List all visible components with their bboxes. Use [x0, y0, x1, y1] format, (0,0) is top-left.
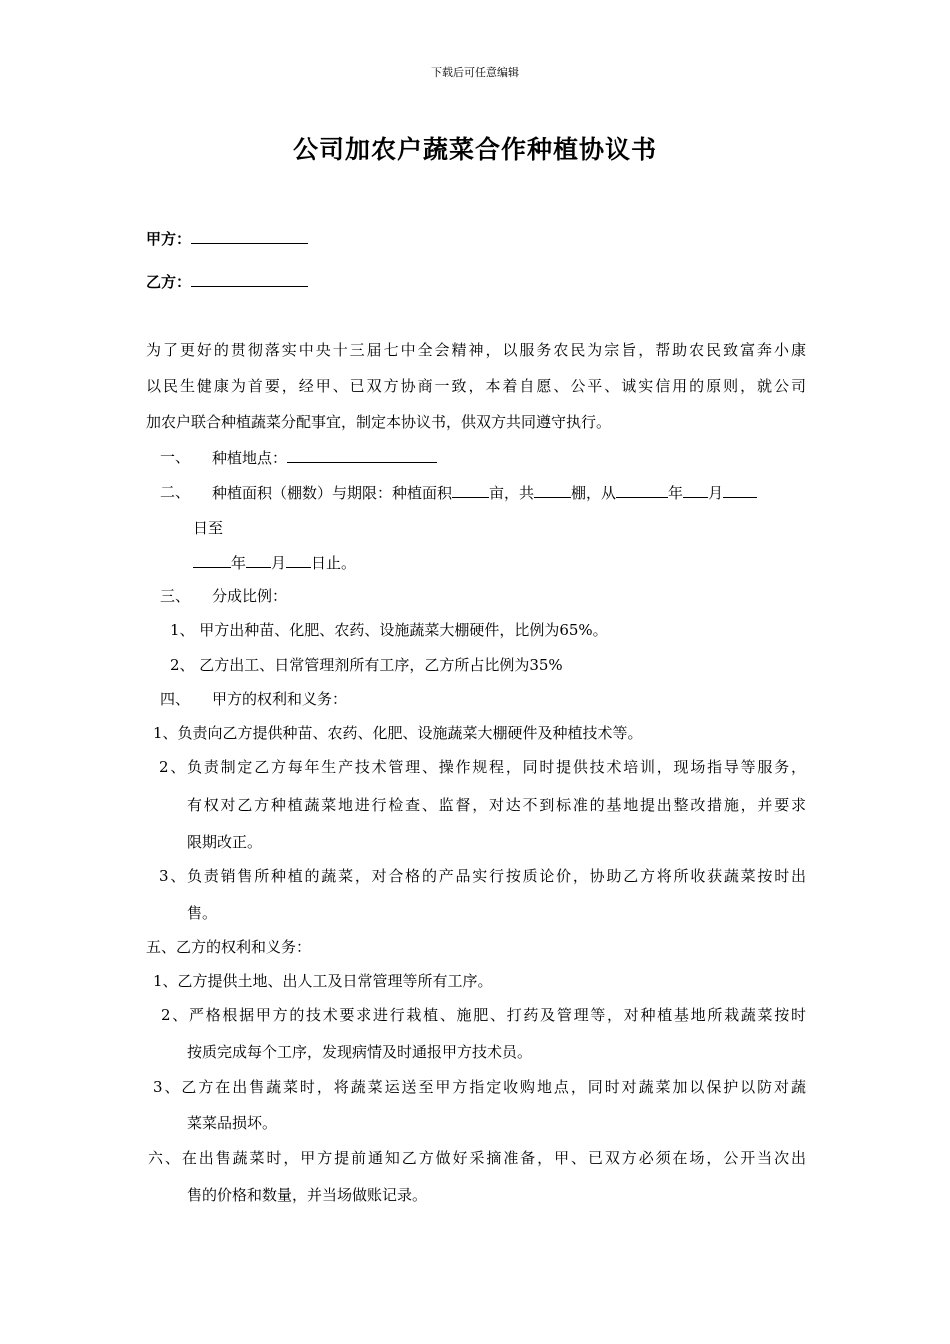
page-title: 公司加农户蔬菜合作种植协议书	[292, 135, 657, 164]
end-year-label: 年	[231, 554, 247, 572]
section4-number: 四、	[160, 690, 191, 708]
section5-item-1: 1、乙方提供土地、出人工及日常管理等所有工序。	[153, 972, 493, 990]
section4-item-3-line-2: 售。	[187, 904, 218, 922]
location-blank	[287, 447, 437, 463]
section5-item-3-line-1: 3、乙方在出售蔬菜时，将蔬菜运送至甲方指定收购地点，同时对蔬菜加以保护以防对蔬	[153, 1078, 806, 1096]
preamble-line-1: 为了更好的贯彻落实中央十三届七中全会精神，以服务农民为宗旨，帮助农民致富奔小康	[146, 341, 806, 359]
section3-label: 分成比例：	[212, 587, 288, 605]
section5-item-2-line-1: 2、严格根据甲方的技术要求进行栽植、施肥、打药及管理等，对种植基地所栽蔬菜按时	[161, 1006, 806, 1024]
section3-item-2: 2、 乙方出工、日常管理剂所有工序，乙方所占比例为35%	[170, 656, 563, 674]
section1-line	[212, 447, 437, 468]
start-day-blank	[723, 482, 757, 498]
end-day-label: 日止。	[311, 554, 357, 572]
section4-item-3-line-1: 3、负责销售所种植的蔬菜，对合格的产品实行按质论价，协助乙方将所收获蔬菜按时出	[159, 867, 806, 885]
party-b-label: 乙方：	[146, 273, 192, 291]
party-b-line	[146, 271, 308, 292]
area-label: 种植面积（棚数）与期限：种植面积	[212, 484, 453, 502]
section4-item-2-line-2: 有权对乙方种植蔬菜地进行检查、监督，对达不到标准的基地提出整改措施，并要求	[187, 796, 806, 814]
section1-label: 种植地点：	[212, 449, 288, 467]
party-a-line	[146, 228, 308, 249]
section1-number: 一、	[160, 448, 191, 466]
section6-line-1: 六、在出售蔬菜时，甲方提前通知乙方做好采摘准备，甲、已双方必须在场，公开当次出	[148, 1149, 806, 1167]
mu-label: 亩，共	[489, 484, 535, 502]
party-b-blank	[191, 271, 308, 287]
header-note: 下载后可任意编辑	[431, 66, 519, 79]
section5-heading: 五、乙方的权利和义务：	[146, 938, 312, 956]
section4-label: 甲方的权利和义务：	[212, 690, 348, 708]
section4-item-2-line-3: 限期改正。	[187, 833, 263, 851]
end-year-blank	[193, 552, 231, 568]
start-month-label: 月	[708, 484, 724, 502]
section6-line-2: 售的价格和数量，并当场做账记录。	[187, 1186, 428, 1204]
end-day-blank	[286, 552, 311, 568]
section2-line-1	[212, 482, 757, 503]
area-blank	[452, 482, 489, 498]
section5-item-2-line-2: 按质完成每个工序，发现病情及时通报甲方技术员。	[187, 1043, 533, 1061]
section5-item-3-line-2: 菜菜品损坏。	[187, 1114, 278, 1132]
start-month-blank	[683, 482, 708, 498]
section4-item-1: 1、负责向乙方提供种苗、农药、化肥、设施蔬菜大棚硬件及种植技术等。	[153, 724, 643, 742]
party-a-label: 甲方：	[146, 230, 192, 248]
shed-from-label: 棚，从	[571, 484, 617, 502]
section2-number: 二、	[160, 483, 191, 501]
preamble-line-2: 以民生健康为首要，经甲、已双方协商一致，本着自愿、公平、诚实信用的原则，就公司	[146, 377, 806, 395]
section2-line-2: 日至	[193, 519, 224, 537]
end-month-blank	[246, 552, 271, 568]
start-year-label: 年	[668, 484, 684, 502]
section3-number: 三、	[160, 587, 191, 605]
section3-item-1: 1、 甲方出种苗、化肥、农药、设施蔬菜大棚硬件，比例为65%。	[170, 621, 608, 639]
start-year-blank	[616, 482, 668, 498]
party-a-blank	[191, 228, 308, 244]
end-month-label: 月	[271, 554, 287, 572]
shed-count-blank	[534, 482, 571, 498]
preamble-line-3: 加农户联合种植蔬菜分配事宜，制定本协议书，供双方共同遵守执行。	[146, 413, 612, 431]
section2-line-3	[193, 552, 356, 573]
section4-item-2-line-1: 2、负责制定乙方每年生产技术管理、操作规程，同时提供技术培训，现场指导等服务，	[159, 758, 806, 776]
